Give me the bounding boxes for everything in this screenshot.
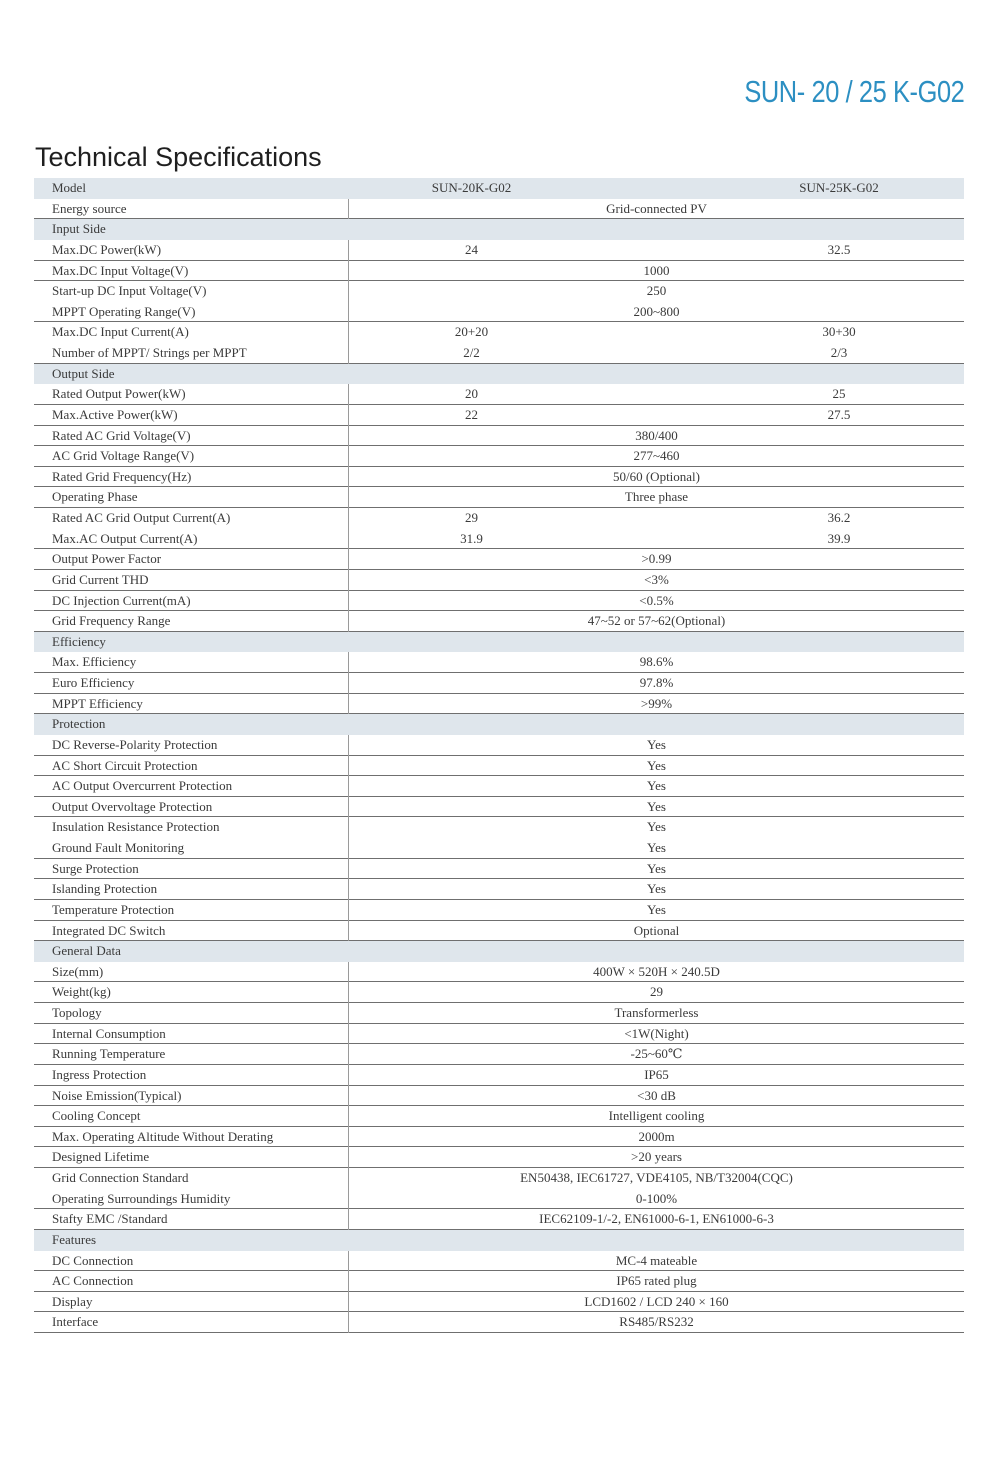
model-title: SUN- 20 / 25 K-G02	[743, 74, 964, 109]
spec-label: MPPT Efficiency	[52, 695, 143, 711]
spec-label: Max. Operating Altitude Without Derating	[52, 1128, 274, 1144]
spec-label: Operating Phase	[52, 489, 138, 505]
spec-label: Operating Surroundings Humidity	[52, 1190, 231, 1206]
table-row	[34, 199, 964, 220]
spec-value: Grid-connected PV	[606, 200, 707, 216]
spec-value: Transformerless	[614, 1005, 699, 1020]
spec-label: Max.DC Power(kW)	[52, 241, 162, 257]
spec-label: Euro Efficiency	[52, 675, 135, 690]
spec-label: AC Output Overcurrent Protection	[52, 778, 233, 794]
spec-value: Yes	[647, 736, 666, 752]
spec-label: AC Short Circuit Protection	[52, 757, 198, 773]
table-row	[34, 302, 964, 323]
table-row	[34, 1127, 964, 1148]
spec-value: Yes	[647, 757, 666, 773]
section-title: Features	[52, 1231, 97, 1247]
table-row	[34, 426, 964, 447]
spec-value: >20 years	[630, 1149, 682, 1165]
table-row	[34, 467, 964, 488]
table-row	[34, 508, 964, 529]
table-row	[34, 611, 964, 632]
spec-value-20k: 24	[465, 241, 478, 257]
spec-value: 250	[646, 283, 667, 299]
table-row	[34, 405, 964, 426]
header-col-b: SUN-25K-G02	[799, 180, 879, 195]
spec-label: Interface	[52, 1314, 99, 1330]
spec-label: Energy source	[52, 200, 127, 216]
spec-label: Insulation Resistance Protection	[52, 819, 220, 835]
table-row	[34, 240, 964, 261]
spec-value-20k: 20+20	[454, 324, 489, 340]
table-row	[34, 549, 964, 570]
spec-value: <1W(Night)	[624, 1025, 689, 1041]
spec-label: Noise Emission(Typical)	[52, 1087, 182, 1103]
spec-value: IP65 rated plug	[616, 1273, 697, 1289]
spec-label: Stafty EMC /Standard	[52, 1211, 168, 1227]
section-title: Protection	[52, 716, 106, 732]
spec-value: <0.5%	[639, 592, 674, 608]
spec-label: Max.DC Input Voltage(V)	[52, 262, 189, 278]
table-row	[34, 1044, 964, 1065]
table-row	[34, 487, 964, 508]
spec-label: Max.DC Input Current(A)	[52, 324, 189, 340]
table-row	[34, 1065, 964, 1086]
spec-label: Ground Fault Monitoring	[52, 840, 185, 855]
spec-table	[34, 178, 964, 1333]
table-row	[34, 1312, 964, 1333]
header-col-a: SUN-20K-G02	[431, 180, 512, 195]
spec-value: 400W × 520H × 240.5D	[593, 963, 720, 979]
spec-label: Weight(kg)	[52, 984, 111, 1000]
table-row	[34, 756, 964, 777]
section-title: General Data	[52, 943, 121, 959]
spec-label: Ingress Protection	[52, 1066, 147, 1082]
table-row	[34, 1086, 964, 1107]
spec-label: Islanding Protection	[52, 881, 158, 897]
section-row	[34, 364, 964, 385]
table-row	[34, 673, 964, 694]
spec-value-25k: 36.2	[827, 510, 851, 525]
spec-label: Surge Protection	[52, 860, 139, 876]
table-row	[34, 570, 964, 591]
section-row	[34, 1230, 964, 1251]
spec-label: Internal Consumption	[52, 1025, 166, 1041]
spec-value: 29	[650, 984, 663, 1000]
spec-value: 2000m	[638, 1128, 675, 1144]
spec-label: Rated Output Power(kW)	[52, 386, 186, 402]
section-title: Input Side	[52, 221, 106, 237]
spec-label: Output Overvoltage Protection	[52, 798, 213, 814]
spec-label: Cooling Concept	[52, 1108, 141, 1124]
spec-value: 200~800	[633, 303, 680, 319]
table-row	[34, 652, 964, 673]
table-row	[34, 1251, 964, 1272]
spec-label: DC Reverse-Polarity Protection	[52, 736, 218, 752]
table-row	[34, 1168, 964, 1189]
spec-value: <3%	[644, 571, 669, 587]
spec-label: Output Power Factor	[52, 551, 162, 567]
spec-label: Grid Connection Standard	[52, 1170, 189, 1185]
spec-label: MPPT Operating Range(V)	[52, 303, 196, 319]
table-row	[34, 446, 964, 467]
section-row	[34, 632, 964, 653]
spec-label: Rated AC Grid Output Current(A)	[52, 510, 231, 525]
spec-value: Three phase	[624, 489, 689, 505]
table-row	[34, 591, 964, 612]
spec-value: 47~52 or 57~62(Optional)	[587, 613, 726, 629]
spec-label: Rated AC Grid Voltage(V)	[52, 427, 191, 443]
spec-value: Yes	[647, 819, 666, 835]
spec-value: EN50438, IEC61727, VDE4105, NB/T32004(CQC)	[520, 1170, 793, 1185]
spec-value-20k: 31.9	[460, 530, 483, 546]
spec-value-20k: 29	[465, 510, 478, 525]
spec-value-25k: 39.9	[827, 530, 851, 546]
spec-label: Designed Lifetime	[52, 1149, 150, 1165]
spec-label: Grid Frequency Range	[52, 613, 171, 629]
table-row	[34, 281, 964, 302]
table-row	[34, 322, 964, 343]
spec-value: Yes	[647, 798, 666, 814]
spec-value-20k: 22	[465, 406, 478, 422]
table-row	[34, 982, 964, 1003]
spec-value: 0-100%	[635, 1190, 678, 1206]
spec-value: 50/60 (Optional)	[612, 468, 700, 484]
table-row	[34, 1271, 964, 1292]
table-row	[34, 776, 964, 797]
table-row	[34, 962, 964, 983]
spec-value: 277~460	[633, 448, 680, 464]
spec-value: 97.8%	[639, 675, 674, 690]
spec-value: MC-4 mateable	[615, 1252, 698, 1268]
table-row	[34, 1003, 964, 1024]
spec-value: Yes	[647, 840, 666, 855]
spec-label: Size(mm)	[52, 963, 104, 979]
table-row	[34, 879, 964, 900]
spec-label: Max.AC Output Current(A)	[52, 530, 198, 546]
table-row	[34, 838, 964, 859]
spec-label: DC Connection	[52, 1252, 134, 1268]
spec-value-20k: 20	[465, 386, 478, 402]
table-row	[34, 817, 964, 838]
spec-label: Start-up DC Input Voltage(V)	[52, 283, 207, 299]
table-row	[34, 384, 964, 405]
spec-value-20k: 2/2	[463, 345, 480, 360]
table-row	[34, 900, 964, 921]
spec-label: Max. Efficiency	[52, 654, 137, 670]
spec-label: Grid Current THD	[52, 571, 149, 587]
spec-value: Yes	[647, 860, 666, 876]
spec-value: <30 dB	[637, 1087, 676, 1103]
table-row	[34, 735, 964, 756]
table-row	[34, 1209, 964, 1230]
spec-value: Yes	[647, 901, 666, 917]
spec-value: 1000	[643, 262, 670, 278]
spec-value: IP65	[644, 1066, 669, 1082]
table-row	[34, 1147, 964, 1168]
spec-value: RS485/RS232	[619, 1314, 694, 1330]
spec-label: Rated Grid Frequency(Hz)	[52, 468, 192, 484]
spec-label: Running Temperature	[52, 1046, 166, 1062]
table-row	[34, 529, 964, 550]
spec-value-25k: 32.5	[827, 241, 851, 257]
table-row	[34, 921, 964, 942]
section-title: Efficiency	[52, 633, 106, 649]
section-row	[34, 941, 964, 962]
table-row	[34, 1292, 964, 1313]
spec-value: >0.99	[641, 551, 672, 567]
section-row	[34, 219, 964, 240]
table-row	[34, 859, 964, 880]
spec-value: Optional	[633, 922, 680, 938]
table-row	[34, 694, 964, 715]
spec-value: Yes	[647, 881, 666, 897]
spec-value: LCD1602 / LCD 240 × 160	[584, 1293, 729, 1309]
spec-label: DC Injection Current(mA)	[52, 592, 191, 608]
spec-value: IEC62109-1/-2, EN61000-6-1, EN61000-6-3	[539, 1211, 774, 1227]
header-model-label: Model	[52, 180, 86, 195]
spec-label: Topology	[52, 1005, 102, 1020]
spec-value-25k: 30+30	[822, 324, 856, 340]
section-row	[34, 714, 964, 735]
table-header-row	[34, 178, 964, 199]
spec-label: Number of MPPT/ Strings per MPPT	[52, 345, 247, 360]
spec-label: Integrated DC Switch	[52, 922, 166, 938]
spec-value: Yes	[647, 778, 666, 794]
spec-value-25k: 25	[832, 386, 846, 402]
spec-value-25k: 2/3	[830, 345, 848, 360]
table-row	[34, 797, 964, 818]
spec-label: Temperature Protection	[52, 901, 175, 917]
spec-value: 98.6%	[639, 654, 674, 670]
page-heading: Technical Specifications	[35, 142, 322, 172]
table-row	[34, 261, 964, 282]
spec-value: >99%	[640, 695, 673, 711]
section-title: Output Side	[52, 365, 115, 381]
spec-value-25k: 27.5	[827, 406, 851, 422]
spec-value: Intelligent cooling	[608, 1108, 705, 1124]
spec-value: -25~60℃	[630, 1046, 683, 1062]
table-row	[34, 1106, 964, 1127]
spec-value: 380/400	[635, 427, 678, 443]
spec-label: AC Grid Voltage Range(V)	[52, 448, 195, 464]
spec-label: Max.Active Power(kW)	[52, 406, 178, 422]
table-row	[34, 343, 964, 364]
spec-label: Display	[52, 1293, 93, 1309]
table-row	[34, 1189, 964, 1210]
table-row	[34, 1024, 964, 1045]
spec-label: AC Connection	[52, 1273, 134, 1289]
